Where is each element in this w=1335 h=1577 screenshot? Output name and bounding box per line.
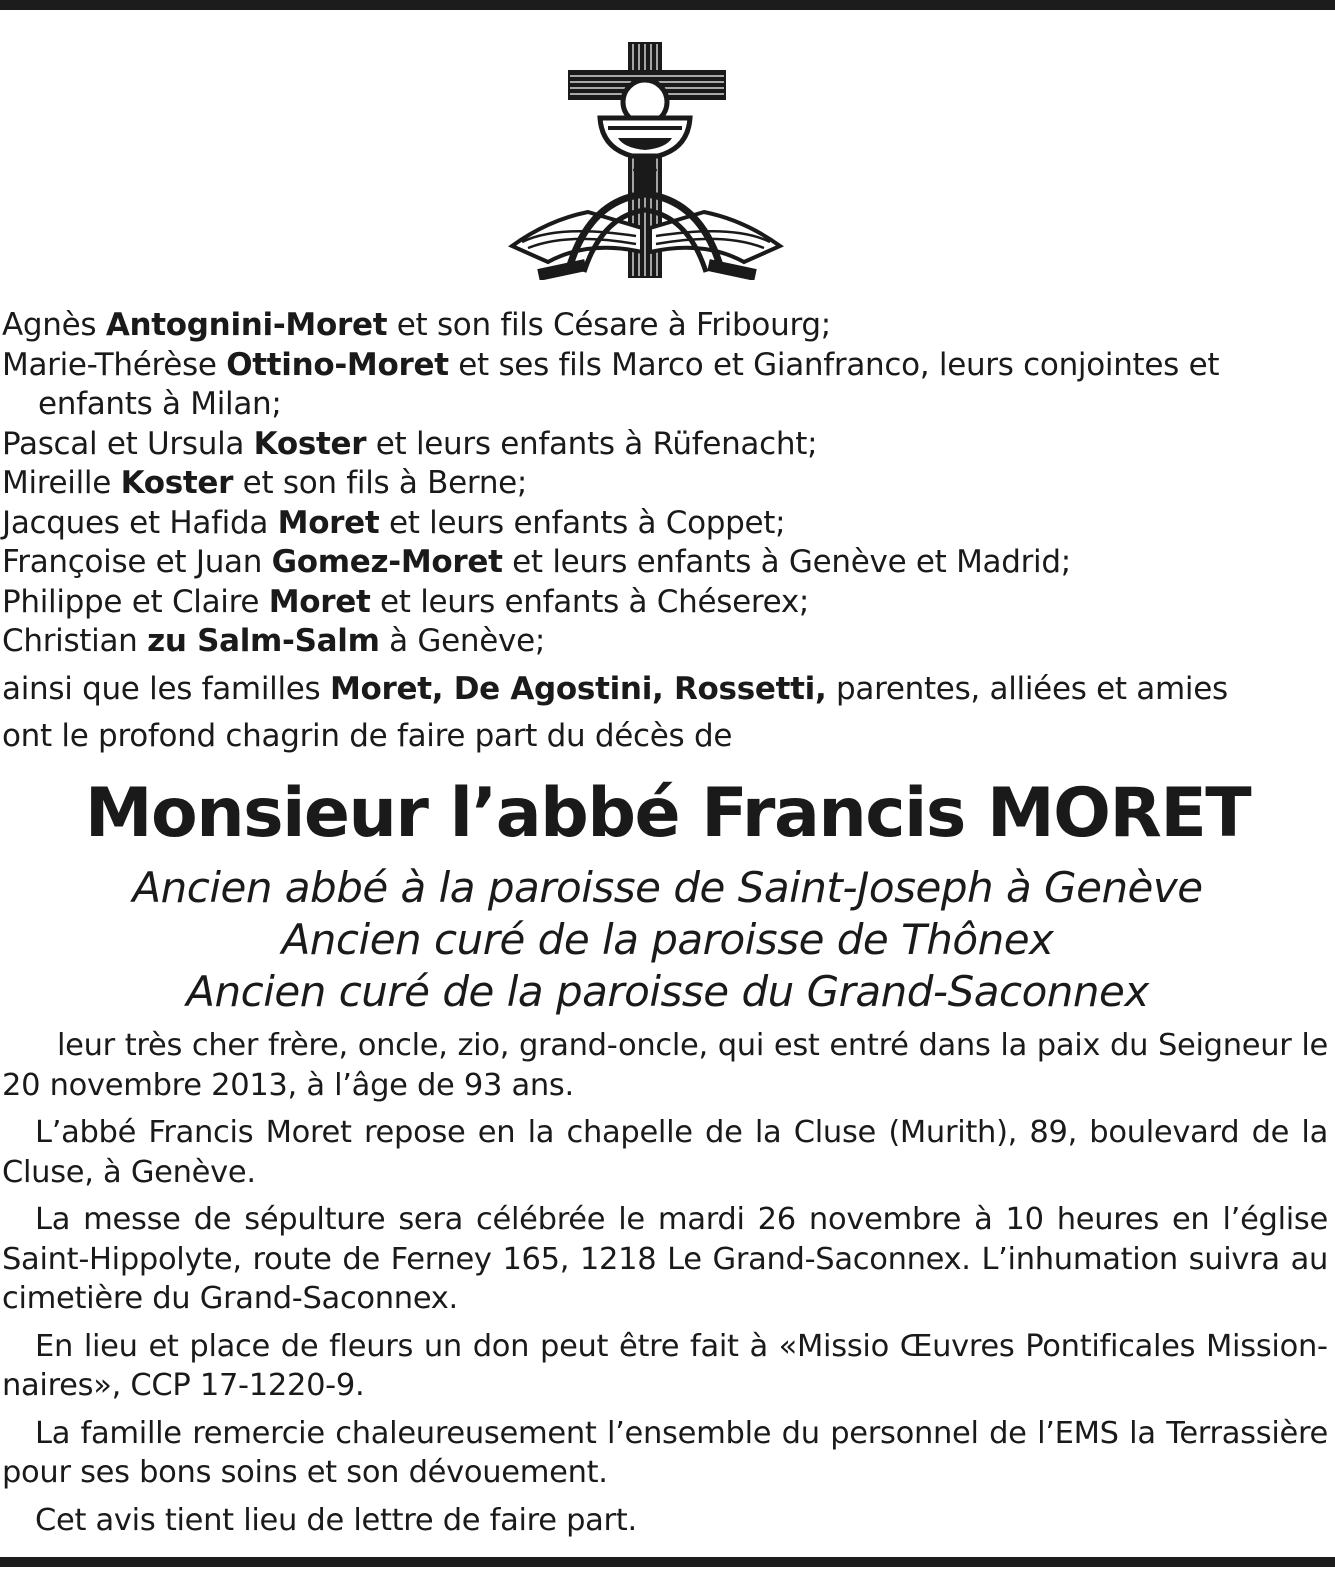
family-line-surname: Ottino-Moret (226, 346, 449, 383)
family-line (2, 543, 1332, 583)
family-line-surname: Antognini-Moret (105, 307, 388, 343)
family-line (2, 622, 1332, 662)
family-line-text: et leurs enfants à Chéserex; (370, 583, 810, 620)
family-line (2, 346, 1332, 425)
also-line-surnames: Moret, De Agostini, Rossetti, (329, 670, 827, 707)
bottom-rule (0, 1557, 1335, 1567)
top-rule (0, 0, 1335, 10)
also-line-text: ainsi que les familles (2, 670, 330, 707)
family-line (2, 425, 1332, 465)
family-line-text: Philippe et Claire (2, 583, 269, 620)
family-line-text: et leurs enfants à Rüfenacht; (366, 425, 818, 462)
family-line-text: Christian (2, 623, 148, 659)
title-line: Ancien abbé à la paroisse de Saint-Joseph à Genève (132, 863, 1203, 912)
notice-body (2, 1026, 1328, 1548)
family-line-text: et leurs enfants à Genève et Madrid; (502, 544, 1071, 580)
family-line-text: à Genève; (379, 623, 545, 659)
body-paragraph: leur très cher frère, oncle, zio, grand-oncle, qui est entré dans la paix du Seigneur le 20 novembre 2013, à l’âge de 93 ans. (2, 1028, 1328, 1103)
deceased-titles (0, 862, 1335, 1018)
family-list (2, 306, 1332, 757)
family-line-text: et ses fils Marco et Gianfranco, leurs conjointes et enfants à Milan; (38, 346, 1220, 422)
title-line: Ancien curé de la paroisse de Thônex (281, 915, 1054, 964)
family-line-text: Françoise et Juan (2, 544, 272, 580)
family-line-text: Agnès (2, 307, 106, 343)
family-line-text: Marie-Thérèse (2, 346, 227, 383)
deceased-name: Monsieur l’abbé Francis MORET (84, 774, 1251, 853)
family-line (2, 583, 1332, 623)
family-line-text: Pascal et Ursula (2, 425, 254, 462)
family-line (2, 504, 1332, 544)
also-families-line (2, 670, 1332, 710)
family-line-text: et son fils Césare à Fribourg; (387, 307, 831, 343)
body-paragraph: La famille remercie chaleureusement l’ensemble du personnel de l’EMS la Terrassière pour ses bons soins et son dévouement. (2, 1415, 1328, 1490)
body-paragraph: La messe de sépulture sera célébrée le mardi 26 novembre à 10 heures en l’église Saint-Hippolyte, route de Ferney 165, 1218 Le Grand-Saconnex. L’inhumation suivra au cimetière du Grand-Saconnex. (2, 1202, 1328, 1316)
body-paragraph: L’abbé Francis Moret repose en la chapelle de la Cluse (Murith), 89, boulevard de la Cluse, à Genève. (2, 1115, 1328, 1190)
family-line (2, 306, 1332, 346)
family-line-text: et leurs enfants à Coppet; (379, 504, 786, 541)
family-line-surname: Moret (268, 583, 371, 620)
body-paragraph: Cet avis tient lieu de lettre de faire part. (35, 1502, 637, 1538)
body-paragraph: En lieu et place de fleurs un don peut être fait à «Missio Œuvres Pontificales Missionnaires», CCP 17-1220-9. (2, 1328, 1328, 1403)
family-line-surname: Koster (120, 465, 234, 501)
cross-chalice-book-icon (508, 40, 788, 280)
family-line (2, 464, 1332, 504)
family-line-surname: zu Salm-Salm (147, 623, 380, 659)
family-line-text: Mireille (2, 465, 121, 501)
family-line-surname: Koster (253, 425, 367, 462)
family-line-text: Jacques et Hafida (2, 504, 278, 541)
announce-line: ont le profond chagrin de faire part du décès de (2, 718, 733, 754)
family-line-text: et son fils à Berne; (233, 465, 528, 501)
family-line-surname: Gomez-Moret (271, 544, 503, 580)
also-line-text: parentes, alliées et amies (826, 670, 1228, 707)
family-line-surname: Moret (277, 504, 380, 541)
title-line: Ancien curé de la paroisse du Grand-Saconnex (186, 967, 1149, 1016)
